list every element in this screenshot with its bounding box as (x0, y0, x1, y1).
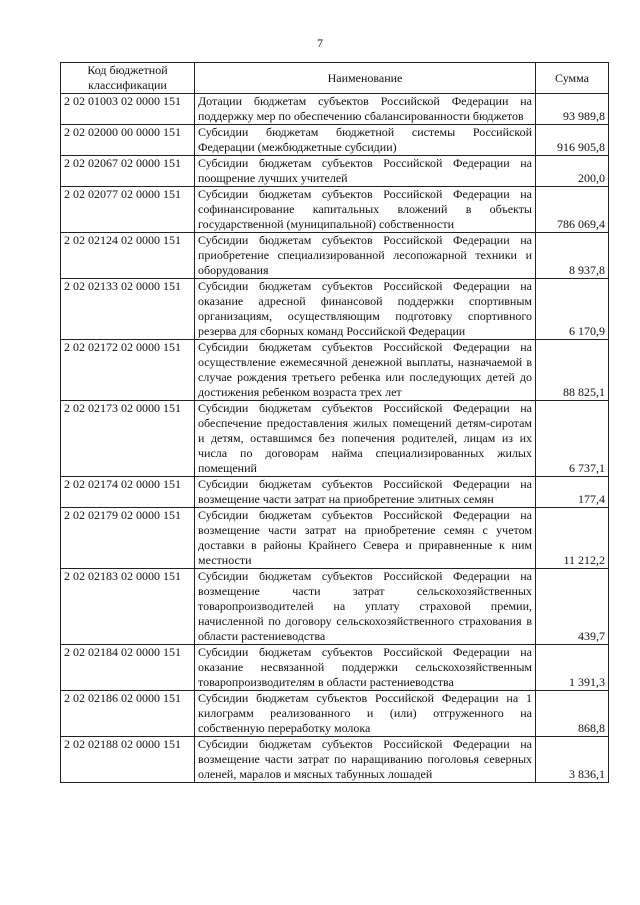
item-name-cell: Субсидии бюджетам субъектов Российской Федерации на оказание несвязанной поддержки сельскохозяйственным товаропроизводителям в области растениеводства (195, 645, 536, 691)
table-row (61, 401, 609, 477)
table-row (61, 645, 609, 691)
table-row (61, 737, 609, 783)
amount-cell: 786 069,4 (536, 187, 609, 233)
budget-code-cell: 2 02 02133 02 0000 151 (61, 279, 195, 340)
table-header-row (61, 63, 609, 94)
amount-cell: 439,7 (536, 569, 609, 645)
item-name-cell: Субсидии бюджетам субъектов Российской Федерации на осуществление ежемесячной денежной выплаты, назначаемой в случае рождения третьего ребенка или последующих детей до достижения ребенком возраста трех лет (195, 340, 536, 401)
item-name-cell: Субсидии бюджетам субъектов Российской Федерации на возмещение части затрат на приобретение семян с учетом доставки в районы Крайнего Севера и приравненные к ним местности (195, 508, 536, 569)
header-name: Наименование (195, 63, 536, 94)
header-sum: Сумма (536, 63, 609, 94)
table-row (61, 477, 609, 508)
budget-code-cell: 2 02 02174 02 0000 151 (61, 477, 195, 508)
budget-code-cell: 2 02 01003 02 0000 151 (61, 94, 195, 125)
budget-code-cell: 2 02 02188 02 0000 151 (61, 737, 195, 783)
budget-code-cell: 2 02 02186 02 0000 151 (61, 691, 195, 737)
table-row (61, 569, 609, 645)
amount-cell: 200,0 (536, 156, 609, 187)
table-row (61, 340, 609, 401)
budget-code-cell: 2 02 02183 02 0000 151 (61, 569, 195, 645)
budget-code-cell: 2 02 02077 02 0000 151 (61, 187, 195, 233)
table-row (61, 125, 609, 156)
table-row (61, 279, 609, 340)
item-name-cell: Субсидии бюджетам субъектов Российской Федерации на оказание адресной финансовой поддержки спортивным организациям, осуществляющим подготовку спортивного резерва для сборных команд Российской Федерации (195, 279, 536, 340)
budget-code-cell: 2 02 02184 02 0000 151 (61, 645, 195, 691)
budget-table (60, 62, 609, 783)
budget-code-cell: 2 02 02173 02 0000 151 (61, 401, 195, 477)
amount-cell: 1 391,3 (536, 645, 609, 691)
amount-cell: 916 905,8 (536, 125, 609, 156)
amount-cell: 8 937,8 (536, 233, 609, 279)
amount-cell: 88 825,1 (536, 340, 609, 401)
item-name-cell: Субсидии бюджетам субъектов Российской Федерации на 1 килограмм реализованного и (или) отгруженного на собственную переработку молока (195, 691, 536, 737)
table-row (61, 156, 609, 187)
item-name-cell: Субсидии бюджетам бюджетной системы Российской Федерации (межбюджетные субсидии) (195, 125, 536, 156)
amount-cell: 93 989,8 (536, 94, 609, 125)
table-row (61, 508, 609, 569)
amount-cell: 6 737,1 (536, 401, 609, 477)
item-name-cell: Субсидии бюджетам субъектов Российской Федерации на возмещение части затрат сельскохозяйственных товаропроизводителей на уплату страховой премии, начисленной по договору сельскохозяйственного страхования в области растениеводства (195, 569, 536, 645)
table-row (61, 691, 609, 737)
amount-cell: 11 212,2 (536, 508, 609, 569)
item-name-cell: Субсидии бюджетам субъектов Российской Федерации на приобретение специализированной лесопожарной техники и оборудования (195, 233, 536, 279)
budget-code-cell: 2 02 02124 02 0000 151 (61, 233, 195, 279)
table-body (61, 94, 609, 783)
item-name-cell: Субсидии бюджетам субъектов Российской Федерации на софинансирование капитальных вложений в объекты государственной (муниципальной) собственности (195, 187, 536, 233)
budget-code-cell: 2 02 02179 02 0000 151 (61, 508, 195, 569)
item-name-cell: Субсидии бюджетам субъектов Российской Федерации на обеспечение предоставления жилых помещений детям-сиротам и детям, оставшимся без попечения родителей, лицам из их числа по договорам найма специализированных жилых помещений (195, 401, 536, 477)
amount-cell: 3 836,1 (536, 737, 609, 783)
table-row (61, 233, 609, 279)
budget-code-cell: 2 02 02172 02 0000 151 (61, 340, 195, 401)
budget-code-cell: 2 02 02000 00 0000 151 (61, 125, 195, 156)
page-number: 7 (317, 36, 323, 50)
amount-cell: 868,8 (536, 691, 609, 737)
item-name-cell: Субсидии бюджетам субъектов Российской Федерации на возмещение части затрат по наращиванию поголовья северных оленей, маралов и мясных табунных лошадей (195, 737, 536, 783)
item-name-cell: Дотации бюджетам субъектов Российской Федерации на поддержку мер по обеспечению сбалансированности бюджетов (195, 94, 536, 125)
table-row (61, 187, 609, 233)
amount-cell: 6 170,9 (536, 279, 609, 340)
table-row (61, 94, 609, 125)
budget-code-cell: 2 02 02067 02 0000 151 (61, 156, 195, 187)
item-name-cell: Субсидии бюджетам субъектов Российской Федерации на поощрение лучших учителей (195, 156, 536, 187)
amount-cell: 177,4 (536, 477, 609, 508)
item-name-cell: Субсидии бюджетам субъектов Российской Федерации на возмещение части затрат на приобретение элитных семян (195, 477, 536, 508)
header-code: Код бюджетной классификации (61, 63, 195, 94)
